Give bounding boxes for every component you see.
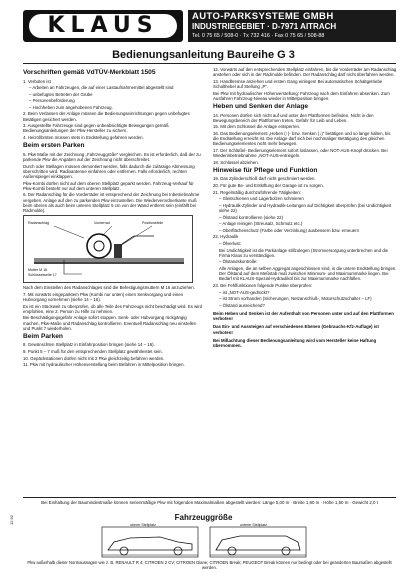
vehicle-size-diagram	[100, 524, 310, 560]
item-1b: – unbefugtes Betreten der Grube	[29, 91, 93, 97]
item-21e: – Oberflächenschutz (Farbe oder Verzinkung) ausbessern bzw. erneuern	[219, 227, 360, 233]
label-wrench-size: Schlüsselweite 17	[28, 273, 57, 278]
heading-lift-lower: Heben und Senken der Anlage	[213, 103, 309, 110]
heading-parking: Beim Parken	[23, 332, 63, 340]
item-13: 13. Handbremse anziehen und ersten Gang einlegen! Bei automatischen Schaltgetriebe Schalthebel auf Stellung „P“.	[213, 78, 383, 89]
side-code: 12.92	[9, 514, 14, 525]
logo-text: KLAUS	[29, 14, 177, 38]
vehicle-size-title: Fahrzeuggröße	[174, 513, 233, 522]
bottom-rule	[23, 497, 396, 498]
item-23a: – ist „NOT-AUS-gedrückt?	[219, 289, 270, 295]
company-block	[188, 10, 396, 42]
item-7: 7. Mit vorwärts eingeparktem Pkw (Kombi nur unten) einen Senkvorgang und einen Hubvorgang vornehmen (siehe 14 – 16).	[23, 291, 184, 302]
item-1d: – Hochheben zum angehobenen Fahrzeug.	[29, 104, 113, 110]
item-18: 18. Schlüssel abziehen.	[213, 159, 259, 165]
title-rule	[23, 63, 396, 64]
item-22a: – Ölverlust:	[219, 240, 241, 246]
company-address: INDUSTRIEGEBIET · D-7971 AITRACH	[192, 22, 337, 31]
item-22: 22. Hydraulik	[213, 234, 239, 240]
company-name: AUTO-PARKSYSTEME GMBH	[192, 11, 334, 22]
item-23: 23. Bei Fehlfunktionen folgende Punkte überprüfen:	[213, 282, 313, 288]
item-21d: – Anlage reinigen (Streusalz, Schmutz etc.)	[219, 221, 303, 227]
label-nut: Mutter M 16	[28, 268, 48, 273]
dimensions-note: Bei Einhaltung der Baumindestmaße können serienmäßige Pkw mit folgenden Maximalmaßen abgestellt werden: Länge 5,00 m · Breite 1,90 m · Höhe 1,50 m · Gewicht 2,0 t	[41, 500, 378, 505]
item-23b: – ist Strom vorhanden (Sicherungen, Netzanschluß-, Motorschutzschalter – LF)	[219, 296, 372, 302]
car-silhouettes	[100, 524, 310, 560]
item-6: 6. Der Radanschlag für die Vorderräder ist entsprechend der Zeichnung bei Inbetriebnahme vergeben. Anlage auf den zu parkenden Pkw einzustellen. Die Wiederverordnerkante muß beim oberen als auch beim unteren Stellplatz 5 cm von der Wand entfernt sein (einfällt bei Radmulde).	[23, 192, 200, 213]
item-1: 1. Verboten ist	[23, 78, 51, 84]
item-13b: Bei Pkw mit hydraulischer Höhenverstellung: Fahrzeug nach dem Einfahren absenken. Zum Ausfahren Fahrzeug-Niveau wieder in Mittelposition bringen.	[213, 90, 390, 101]
item-7c: Bei Beschädigungsgefahr Anlage sofort stoppen. Senk- oder Hubvorgang rückgängig machen, Pkw-Maße und Radanschlag kontrollieren. Eventuell Radanschlag neu einstellen und Punkt 7 wiederholen.	[23, 315, 197, 331]
item-11: 11. Pkw mit hydraulischer Höhenverstellung beim Befahren in Mittelposition bringen.	[23, 362, 185, 368]
label-front-wheel: Vorderrad	[94, 221, 110, 226]
item-8: 8. Gewünschten Stellplatz in Einfahrposition bringen (siehe 14 – 16).	[23, 342, 155, 348]
klaus-logo	[23, 10, 183, 42]
label-wheel-stop: Radanschlag	[28, 221, 49, 226]
item-1a: – Arbeiten an Fahrzeugen, die auf einer Lastaufnahmemittel abgestellt sind	[29, 85, 174, 91]
item-14: 14. Personen dürfen sich nicht auf und unter den Plattformen befinden. Nicht in den Bewegungsbereich der Plattformen treten. Gefahr für Leib und Leben.	[213, 112, 374, 123]
item-21c: – Ölstand kontrollieren (siehe 22)	[219, 214, 283, 220]
item-23c: – Ölstand ausreichend?	[219, 302, 265, 308]
item-6b: Nach dem Einstellen des Radanschlages sind die Befestigungsmuttern M 16 anzuziehen.	[23, 285, 195, 291]
company-phone: Tel. 0 75 65 / 508-0 · Tx 732 416 · Fax 0 75 65 / 508-88	[192, 33, 325, 39]
label-lower-space: unterer Stellplatz	[240, 523, 267, 527]
item-5: 5. Pkw Maße mit der Zeichnung „Fahrzeuggröße“ vergleichen. Es ist erforderlich, daß der zu parkende Pkw die Angaben auf der Zeichnung nicht überschreitet.	[23, 151, 201, 162]
warning-liability: Bei Mißachtung dieser Bedienungsanleitung wird vom Hersteller keine Haftung übernommen.	[213, 337, 377, 348]
item-20: 20. Für gute Be- und Entlüftung der Garage ist zu sorgen.	[213, 182, 324, 188]
item-2: 2. Beim Verlassen der Anlage müssen die Bedienungseinrichtungen gegen unbefugtes Betätigen gesichert werden.	[23, 111, 190, 122]
item-7b: Es ist ein Stückweit zu überprüfen, ob alle Teile des Fahrzeugs nicht beschädigt wird. Es wird empfohlen, eine 2. Person zu Hilfe zu nehmen.	[23, 303, 203, 314]
footer-note: Pkw außerhalb dieser Normaussagen wie z. B. RENAULT R 4; CITROEN 2 CV; CITROEN Diane; CITROEN Break; PEUGEOT Break können nur bedingt oder bei geänderten Baumaßen abgestellt werden.	[27, 560, 392, 570]
label-position-arrow: Positionsfeile	[142, 221, 164, 226]
item-15: 15. Mit dem Schlüssel die Anlage entsperren.	[213, 124, 301, 130]
left-column	[23, 67, 203, 369]
item-21b: – Hydraulik-Zylinder und Hydraulik-Leitungen auf Dichtigkeit überprüfen (bei Undichtigkeit siehe 22)	[219, 202, 392, 213]
heading-care: Hinweise für Pflege und Funktion	[213, 166, 318, 174]
item-19: 19. Das Zylinderschloß darf nicht geschmiert werden.	[213, 176, 316, 182]
item-17: 17. Der Schlüßel- Bedienungselement sofort loslassen, oder NOT-AUS-Knopf drücken. Bei Wiederinbetriebnahme „NOT-AUS-entriegeln.	[213, 147, 388, 159]
label-upper-space: oberer Stellplatz	[130, 523, 156, 527]
item-22b: Bei Undichtigkeit ist die Parkanlage stillzulegen (Stromversorgung unterbrechen und die Firma Klaus zu verständigen.	[219, 247, 389, 258]
item-9: 9. Punkt 5 – 7 muß für den entsprechenden Stellplatz gewährleistet sein.	[23, 349, 163, 355]
item-12: 12. Vorwärts auf den entsprechenden Stellplatz einfahren, bis die Vorderräder am Radanschlag anstehen oder sich in der Radmulde befinden. Der Radanschlag darf nicht überfahren werden.	[213, 67, 397, 78]
warning-levels: Das Ein- und Aussteigen auf verschiedenen Ebenen (Gebrauchs-Kfz-Auflage) ist verboten!	[213, 324, 379, 335]
right-column	[213, 67, 397, 350]
item-5b: Durch oder Stellagen müssen demontiert werden, falls dadurch die zulässige Abmessung überschritten wird. Radioantenne einfahren oder entfernen. Falls erforderlich, rechten Außenspiegel einklappen.	[23, 163, 195, 179]
item-22c: – Ölstandskontrolle:	[219, 259, 258, 265]
warning-persons: Beim Heben und Senken ist der Aufenthalt von Personen unter und auf den Plattformen verboten!	[213, 310, 394, 322]
item-3: 3. Ausgestellte Fahrzeuge sind gegen unbeabsichtigte Bewegungen gemäß Bedienungsanleitungen der Pkw-Hersteller zu sichern.	[23, 123, 169, 134]
item-16: 16. Das Bedienungselement „Heben (↑)- bzw. Senken (↓)“ betätigen und so lange halten, bis die Endstellung erreicht ist. Die Anlage darf sich bei nochmaliger Betätigung des gleichen Bedienungselementes nicht mehr bewegen.	[213, 130, 391, 147]
heading-regulations: Vorschriften gemäß VdTÜV-Merkblatt 1505	[23, 69, 156, 76]
item-4: 4. Heizöl/brüten müssen stets in Endstellung gefahren werden.	[23, 135, 144, 141]
item-22d: Alle Anlagen, die an selben Aggregat angeschlossen sind, in die untere Endstellung bringen. Der Ölstand auf dem Meßstab muß zwischen Minimum- und Maximummarke liegen. Bei Bedarf mit KLAUS-Spezial-Hydrauliköl bis zur Maximummarke nachfüllen.	[219, 265, 397, 282]
wheel-stop-diagram	[23, 215, 193, 283]
item-5c: Pkw-Kombi dürfen nicht auf dem oberen Stellplatz geparkt werden. Fahrzeug-Verkauf für Pkw-Kombi besteht nur auf dem unteren Stellplatz.	[23, 180, 194, 191]
heading-first-parking: Beim ersten Parken	[23, 142, 85, 150]
document-title: Bedienungsanleitung Baureihe G 3	[112, 49, 295, 61]
item-21: 21. Regelmäßig durchzuführende Tätigkeiten:	[213, 189, 302, 195]
item-10: 10. Gepäckstationen dürfen nicht mit 2 Pkw gleichzeitig befahren werden.	[23, 355, 165, 361]
item-21a: – Gleitschienen und Lagerbolzen schmieren	[219, 196, 304, 202]
item-1c: – Personenbeförderung	[29, 98, 75, 104]
